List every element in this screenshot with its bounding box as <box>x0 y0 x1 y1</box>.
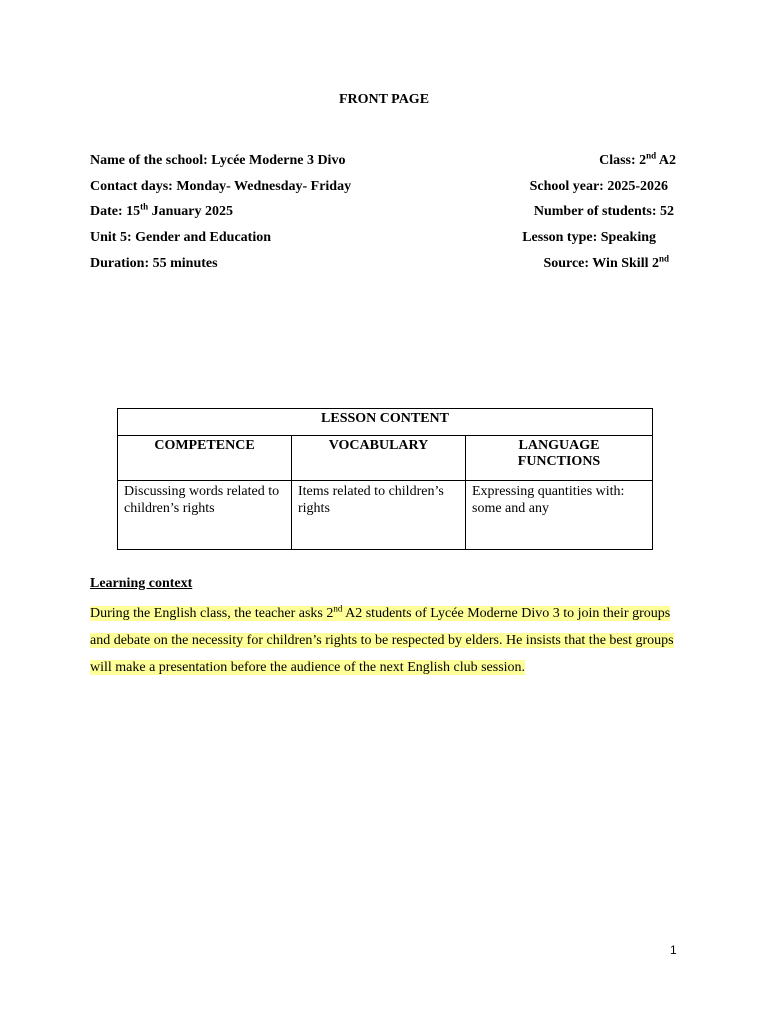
source: Source: Win Skill 2nd <box>543 253 669 271</box>
school-year: School year: 2025-2026 <box>529 179 668 194</box>
cell-vocabulary: Items related to children’s rights <box>292 481 466 550</box>
table-row <box>118 481 653 550</box>
info-row-unit <box>90 229 656 247</box>
column-header-competence: COMPETENCE <box>118 436 292 481</box>
info-row-date <box>90 203 674 221</box>
info-row-contact <box>90 178 668 196</box>
school-name: Name of the school: Lycée Moderne 3 Divo <box>90 153 346 168</box>
page-number: 1 <box>670 943 677 957</box>
column-header-vocabulary: VOCABULARY <box>292 436 466 481</box>
lesson-content-heading: LESSON CONTENT <box>118 409 653 436</box>
learning-context-text: During the English class, the teacher asks 2nd A2 students of Lycée Moderne Divo 3 to join their groups and debate on the necessity for children’s rights to be respected by elders. He insists that the best groups will make a presentation before the audience of the next English club session. <box>90 603 674 675</box>
info-row-school <box>90 152 676 170</box>
class-field: Class: 2nd A2 <box>599 150 676 168</box>
lesson-type: Lesson type: Speaking <box>522 230 656 245</box>
number-of-students: Number of students: 52 <box>533 204 674 219</box>
info-row-duration <box>90 255 669 273</box>
contact-days: Contact days: Monday- Wednesday- Friday <box>90 179 352 194</box>
unit-title: Unit 5: Gender and Education <box>90 230 271 245</box>
duration: Duration: 55 minutes <box>90 256 218 271</box>
column-header-language-functions: LANGUAGE FUNCTIONS <box>466 436 653 481</box>
page-title: FRONT PAGE <box>338 92 430 107</box>
learning-context-title: Learning context <box>90 576 193 591</box>
lesson-content-table <box>117 408 653 550</box>
lesson-date: Date: 15th January 2025 <box>90 201 233 219</box>
cell-competence: Discussing words related to children’s rights <box>118 481 292 550</box>
cell-language-functions: Expressing quantities with: some and any <box>466 481 653 550</box>
